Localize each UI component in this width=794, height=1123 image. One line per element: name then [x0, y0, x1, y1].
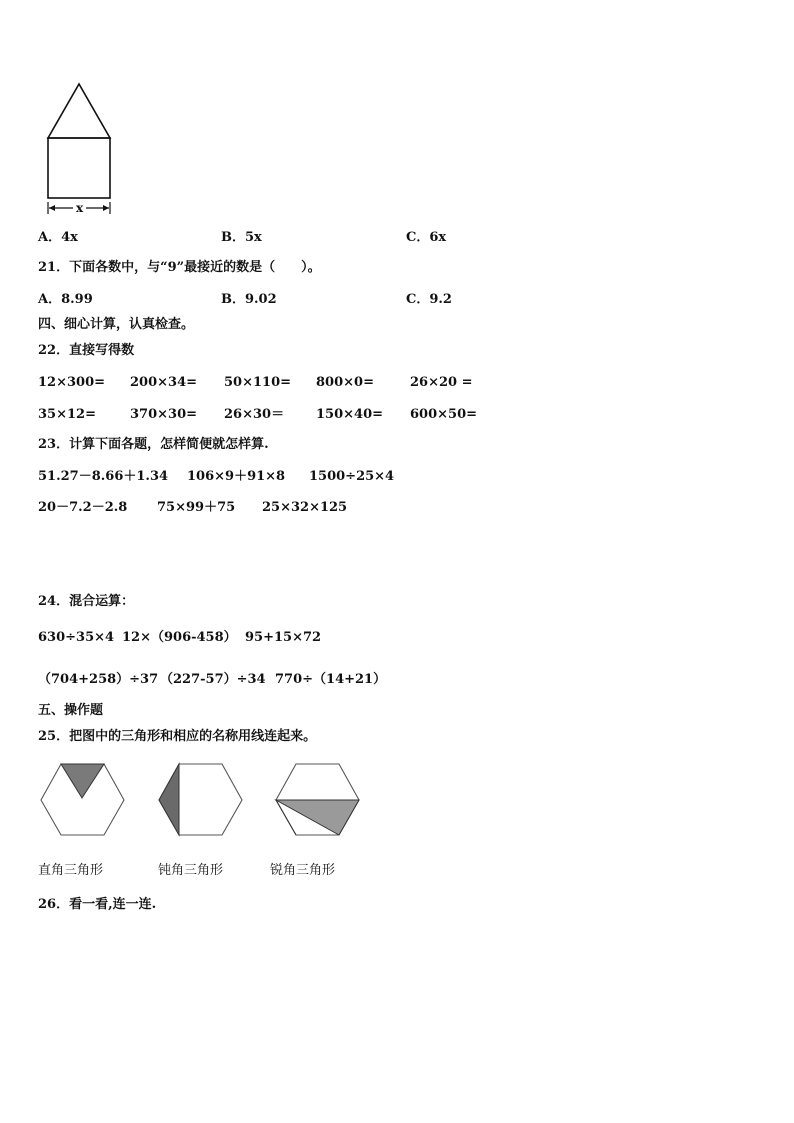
hexagon-figure-3 [275, 762, 361, 838]
section4-title: 四、细心计算，认真检查。 [38, 317, 195, 332]
house-roof-triangle [48, 84, 110, 138]
q21-option-c: C．9.2 [406, 292, 452, 307]
q22-r1-c2: 200×34= [130, 375, 198, 390]
hexagon-figure-2 [158, 762, 244, 838]
dimension-label-x: x [76, 201, 84, 215]
q24-r2-c2: （227-57）÷34 [160, 672, 266, 687]
q22-r1-c5: 26×20 = [410, 375, 473, 390]
q23-r2-c3: 25×32×125 [262, 500, 348, 515]
arrow-left-icon [49, 205, 55, 211]
q22-r2-c4: 150×40= [316, 407, 384, 422]
q21-option-b: B．9.02 [221, 292, 277, 307]
q26-title: 26．看一看,连一连. [38, 897, 157, 912]
q24-r1-c2: 12×（906-458） [122, 630, 237, 645]
section5-title: 五、操作题 [38, 703, 104, 718]
q25-name-acute-triangle: 锐角三角形 [270, 863, 336, 878]
q21-question: 21．下面各数中，与“9”最接近的数是（ ）。 [38, 260, 321, 275]
q22-r1-c1: 12×300= [38, 375, 106, 390]
shaded-triangle-obtuse [159, 764, 179, 835]
q23-r1-c1: 51.27－8.66＋1.34 [38, 469, 169, 484]
q22-r2-c1: 35×12= [38, 407, 96, 422]
q25-name-right-triangle: 直角三角形 [38, 863, 104, 878]
q20-option-c: C．6x [406, 230, 447, 245]
q20-option-a: A．4x [38, 230, 78, 245]
house-square [48, 138, 110, 198]
house-figure [40, 80, 130, 220]
q23-r2-c1: 20－7.2－2.8 [38, 500, 128, 515]
q23-r2-c2: 75×99＋75 [157, 500, 236, 515]
q22-r2-c5: 600×50= [410, 407, 478, 422]
q24-r1-c1: 630÷35×4 [38, 630, 115, 645]
q23-r1-c3: 1500÷25×4 [309, 469, 395, 484]
q24-r2-c3: 770÷（14+21） [275, 672, 387, 687]
arrow-right-icon [103, 205, 109, 211]
q22-r2-c2: 370×30= [130, 407, 198, 422]
q25-title: 25．把图中的三角形和相应的名称用线连起来。 [38, 729, 317, 744]
q22-r1-c3: 50×110= [224, 375, 292, 390]
q25-name-obtuse-triangle: 钝角三角形 [158, 863, 224, 878]
q23-title: 23．计算下面各题，怎样简便就怎样算. [38, 437, 269, 452]
q24-r1-c3: 95+15×72 [245, 630, 322, 645]
hexagon-figure-1 [40, 762, 126, 838]
q22-r2-c3: 26×30＝ [224, 407, 285, 422]
q23-r1-c2: 106×9＋91×8 [187, 469, 286, 484]
q24-r2-c1: （704+258）÷37 [38, 672, 159, 687]
q22-r1-c4: 800×0= [316, 375, 374, 390]
q20-option-b: B．5x [221, 230, 262, 245]
q22-title: 22．直接写得数 [38, 343, 135, 358]
q21-option-a: A．8.99 [38, 292, 93, 307]
q24-title: 24．混合运算： [38, 594, 135, 609]
